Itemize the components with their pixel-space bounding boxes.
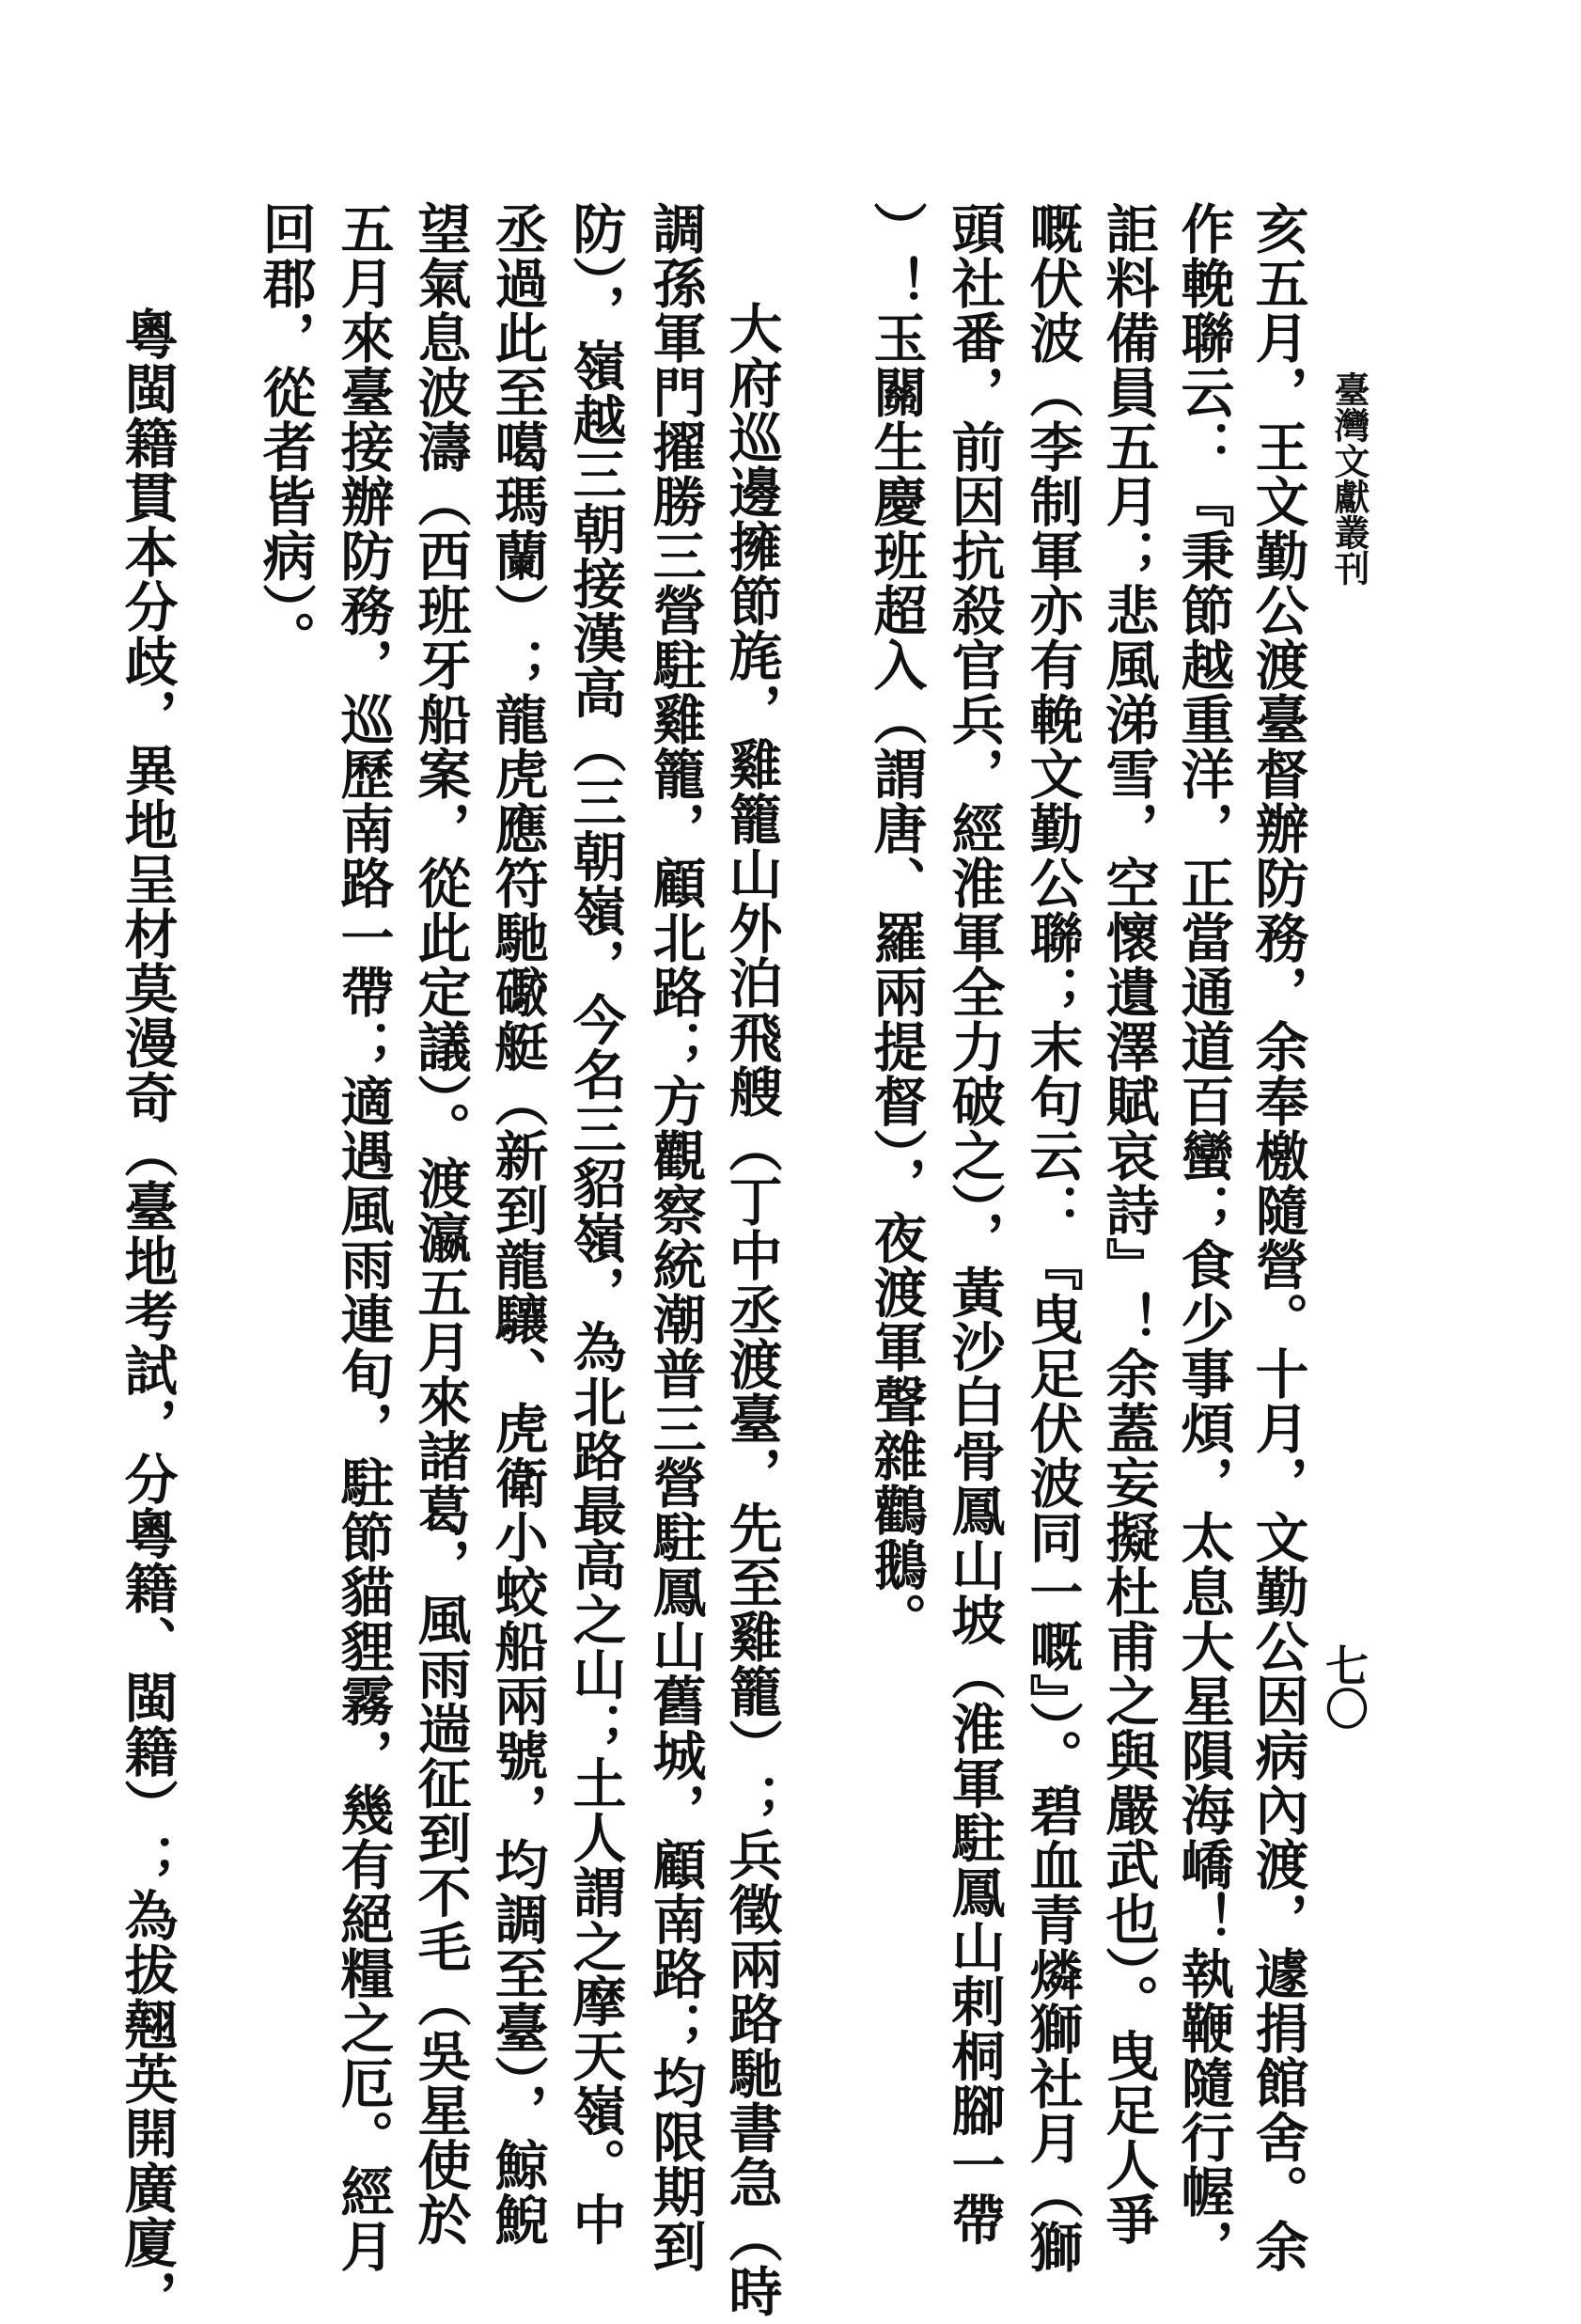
text-column: 調孫軍門擢勝三營駐雞籠，顧北路；方觀察統潮普三營駐鳳山舊城，顧南路；均限期到 [644,201,707,2273]
page-number: 七〇 [1319,1643,1370,1730]
text-column: 頭社番，前因抗殺官兵，經淮軍全力破之），黃沙白骨鳳山坡（淮軍駐鳳山剌桐腳一帶 [943,201,1006,2247]
text-column: 回郡，從者皆病）。 [254,201,317,666]
text-column: 大府巡邊擁節旄，雞籠山外泊飛艘（丁中丞渡臺，先至雞籠）；兵徵兩路馳書急（時 [720,301,783,2318]
text-column: ）！玉關生慶班超入（謂唐、羅兩提督），夜渡軍聲雜鸛鵝。 [865,201,928,1647]
text-column: 嘅伏波（李制軍亦有輓文勤公聯；末句云：『曳足伏波同一嘅』）。碧血青燐獅社月（獅 [1021,201,1084,2274]
text-column: 防），嶺越三朝接漢高（三朝嶺，今名三貂嶺，為北路最高之山；土人謂之摩天嶺。中 [564,201,627,2247]
text-column: 丞過此至噶瑪蘭）；龍虎應符馳礮艇（新到龍驤、虎衛小蛟船兩號，均調至臺），鯨鯢 [486,201,549,2247]
text-column: 粵閩籍貫本分歧，異地呈材莫漫奇（臺地考試，分粵籍、閩籍）；為拔翹英開廣廈， [116,306,179,2324]
series-title: 臺灣文獻叢刊 [1328,371,1370,586]
text-column: 詎料備員五月；悲風涕雪，空懷遺澤賦哀詩』！余蓋妄擬杜甫之與嚴武也）。曳足人爭 [1097,201,1160,2247]
text-column: 亥五月，王文勤公渡臺督辦防務，余奉檄隨營。十月，文勤公因病內渡，遽捐館舍。余 [1246,201,1309,2273]
text-column: 望氣息波濤（西班牙船案，從此定議）。渡瀛五月來諸葛，風雨遄征到不毛（吳星使於 [409,201,472,2247]
text-column: 作輓聯云：『秉節越重洋，正當通道百蠻；食少事煩，太息大星隕海嶠！執鞭隨行幄， [1172,201,1235,2273]
text-column: 五月來臺接辦防務，巡歷南路一帶；適遇風雨連旬，駐節貓貍霧，幾有絕糧之厄。經月 [332,201,395,2273]
